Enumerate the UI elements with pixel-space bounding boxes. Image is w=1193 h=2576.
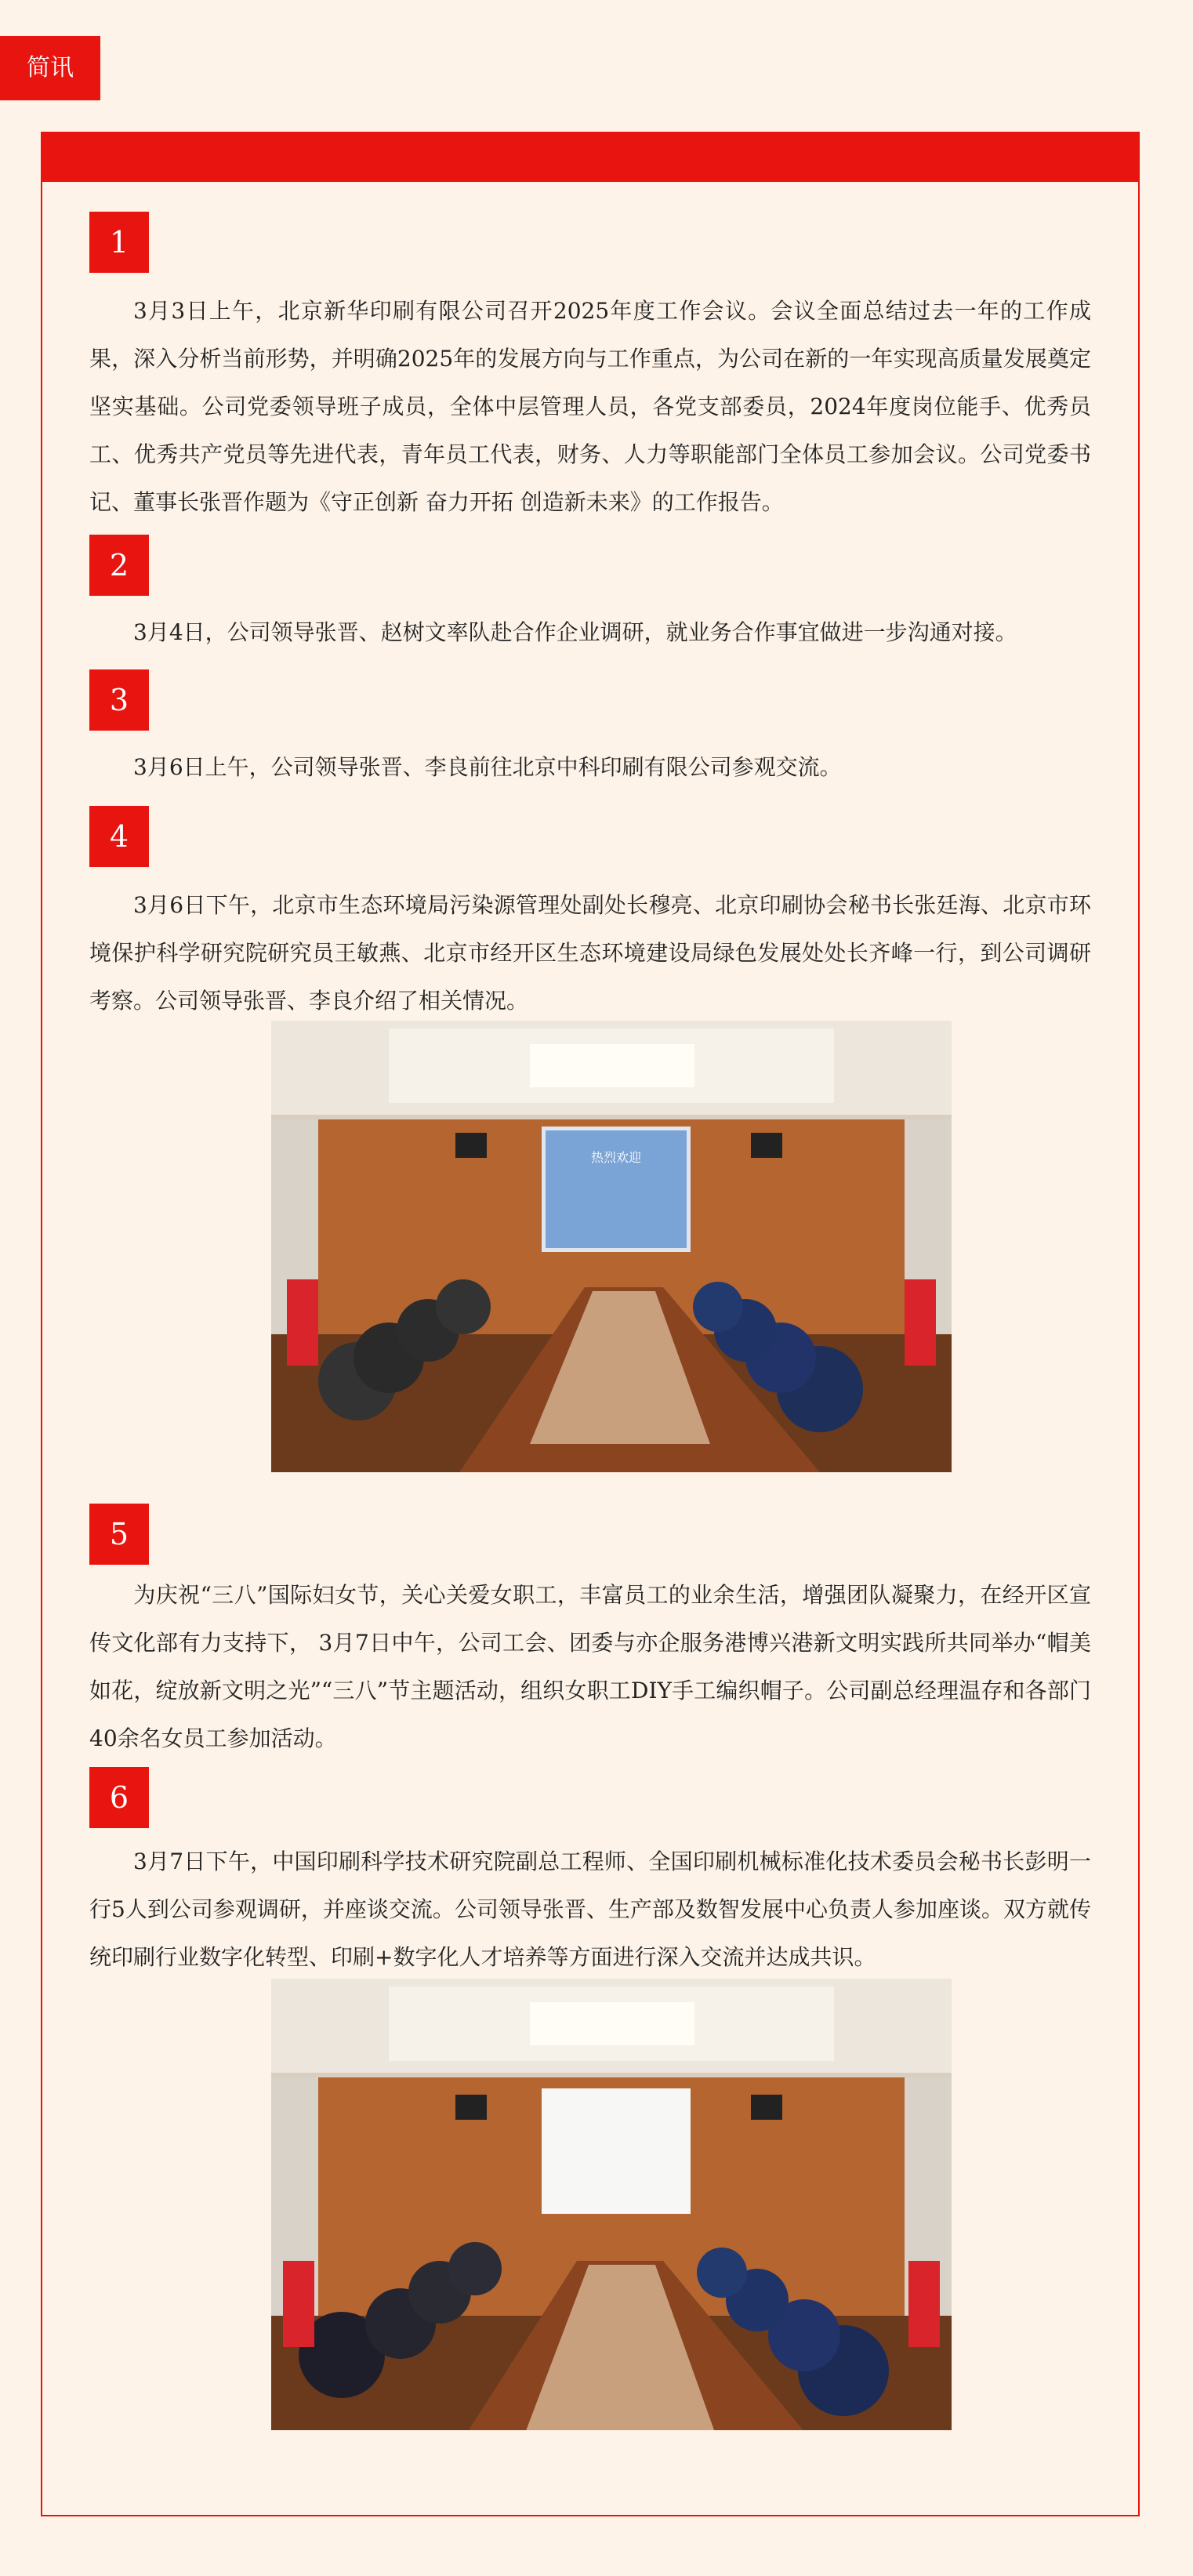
item-number-3: 3 xyxy=(89,669,149,731)
item-number-2: 2 xyxy=(89,535,149,596)
section-tag: 简讯 xyxy=(0,36,100,100)
item-text-5: 为庆祝“三八”国际妇女节，关心关爱女职工，丰富员工的业余生活，增强团队凝聚力，在经开区宣传文化部有力支持下， 3月7日中午，公司工会、团委与亦企服务港博兴港新文明实践所共同举办“帽美如花，绽放新文明之光”“三八”节主题活动，组织女职工DIY手工编织帽子。公司副总经理温存和各部门40余名女员工参加活动。 xyxy=(89,1582,1091,1751)
panel-header-bar xyxy=(42,133,1138,182)
item-text-6: 3月7日下午，中国印刷科学技术研究院副总工程师、全国印刷机械标准化技术委员会秘书长彭明一行5人到公司参观调研，并座谈交流。公司领导张晋、生产部及数智发展中心负责人参加座谈。双方就传统印刷行业数字化转型、印刷+数字化人才培养等方面进行深入交流并达成共识。 xyxy=(89,1849,1091,1970)
item-number-1: 1 xyxy=(89,212,149,273)
item-text-3: 3月6日上午，公司领导张晋、李良前往北京中科印刷有限公司参观交流。 xyxy=(133,754,842,780)
item-number-4: 4 xyxy=(89,806,149,867)
item-number-6: 6 xyxy=(89,1767,149,1828)
meeting-photo-2 xyxy=(271,1979,952,2430)
screen-text-1: 热烈欢迎 xyxy=(590,1150,642,1165)
item-text-1: 3月3日上午，北京新华印刷有限公司召开2025年度工作会议。会议全面总结过去一年的工作成果，深入分析当前形势，并明确2025年的发展方向与工作重点，为公司在新的一年实现高质量发展奠定坚实基础。公司党委领导班子成员，全体中层管理人员，各党支部委员，2024年度岗位能手、优秀员工、优秀共产党员等先进代表，青年员工代表，财务、人力等职能部门全体员工参加会议。公司党委书记、董事长张晋作题为《守正创新 奋力开拓 创造新未来》的工作报告。 xyxy=(89,298,1091,515)
item-text-4: 3月6日下午，北京市生态环境局污染源管理处副处长穆亮、北京印刷协会秘书长张廷海、北京市环境保护科学研究院研究员王敏燕、北京市经开区生态环境建设局绿色发展处处长齐峰一行，到公司调研考察。公司领导张晋、李良介绍了相关情况。 xyxy=(89,892,1091,1014)
item-text-2: 3月4日，公司领导张晋、赵树文率队赴合作企业调研，就业务合作事宜做进一步沟通对接。 xyxy=(133,619,1017,645)
news-panel xyxy=(41,132,1140,2516)
item-number-5: 5 xyxy=(89,1504,149,1565)
meeting-photo-1 xyxy=(271,1021,952,1472)
